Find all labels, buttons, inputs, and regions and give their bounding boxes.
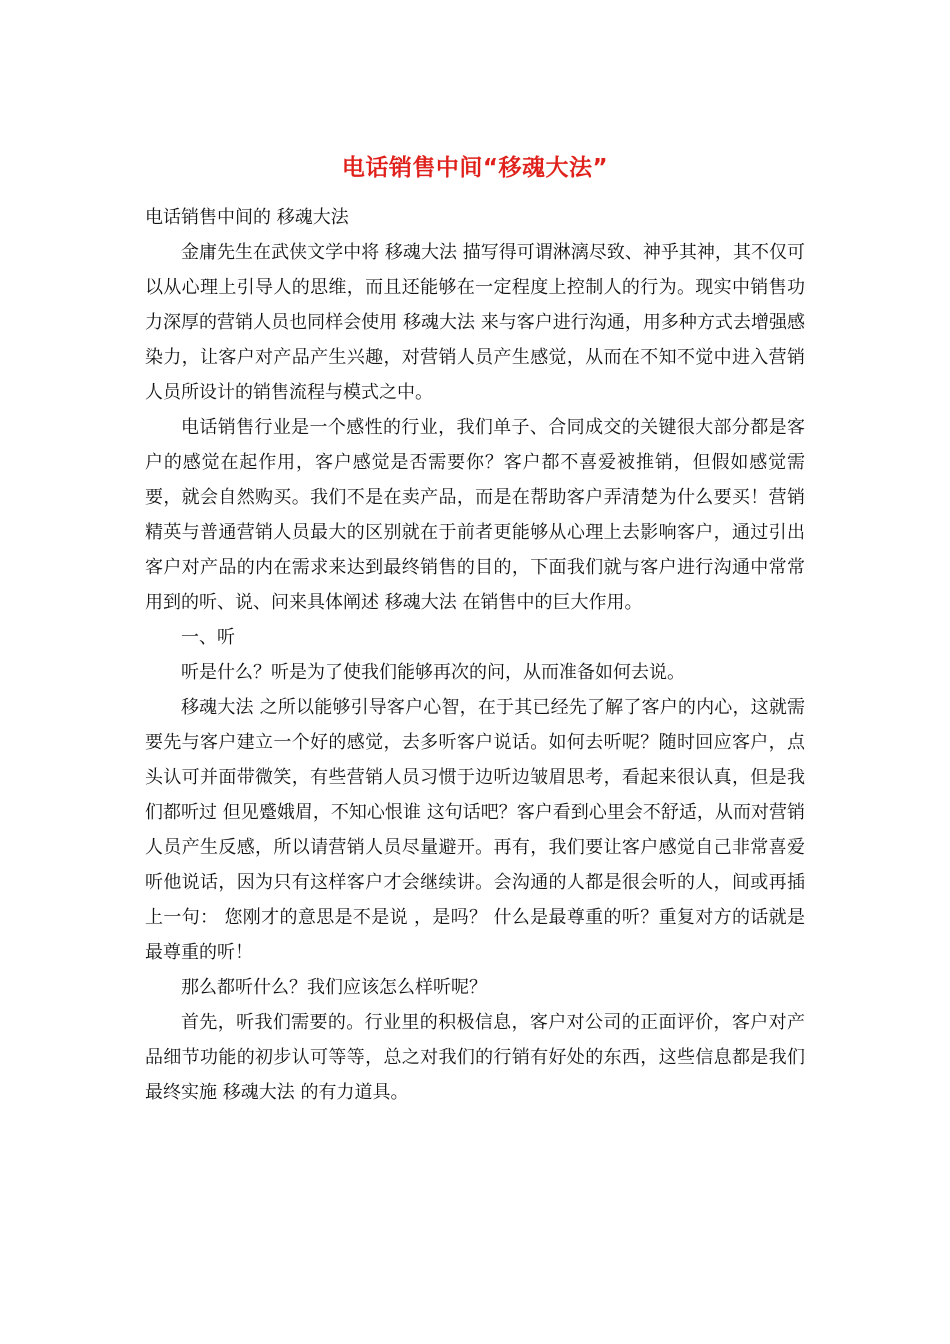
document-title: 电话销售中间“移魂大法”	[341, 155, 609, 181]
document-page	[145, 148, 805, 1110]
document-subtitle: 电话销售中间的 移魂大法	[145, 207, 349, 228]
paragraph-listen-first: 首先，听我们需要的。行业里的积极信息，客户对公司的正面评价，客户对产品细节功能的初步认可等等，总之对我们的行销有好处的东西，这些信息都是我们最终实施 移魂大法 的有力道具。	[145, 1012, 805, 1103]
paragraph-listen-question: 那么都听什么？我们应该怎么样听呢？	[181, 977, 487, 998]
section-heading-listen: 一、听	[181, 627, 235, 648]
paragraph-intro: 金庸先生在武侠文学中将 移魂大法 描写得可谓淋漓尽致、神乎其神，其不仅可以从心理上引导人的思维，而且还能够在一定程度上控制人的行为。现实中销售功力深厚的营销人员也同样会使用 移魂大法 来与客户进行沟通，用多种方式去增强感染力，让客户对产品产生兴趣，对营销人员产生感觉，从而在不知不觉中进入营销人员所设计的销售流程与模式之中。	[145, 242, 805, 403]
paragraph-listen-definition: 听是什么？听是为了使我们能够再次的问，从而准备如何去说。	[181, 662, 685, 683]
paragraph-industry: 电话销售行业是一个感性的行业，我们单子、合同成交的关键很大部分都是客户的感觉在起作用，客户感觉是否需要你？客户都不喜爱被推销，但假如感觉需要，就会自然购买。我们不是在卖产品，而是在帮助客户弄清楚为什么要买！营销精英与普通营销人员最大的区别就在于前者更能够从心理上去影响客户，通过引出客户对产品的内在需求来达到最终销售的目的，下面我们就与客户进行沟通中常常用到的听、说、问来具体阐述 移魂大法 在销售中的巨大作用。	[145, 417, 805, 613]
paragraph-listen-how: 移魂大法 之所以能够引导客户心智，在于其已经先了解了客户的内心，这就需要先与客户建立一个好的感觉，去多听客户说话。如何去听呢？随时回应客户，点头认可并面带微笑，有些营销人员习惯于边听边皱眉思考，看起来很认真，但是我们都听过 但见蹙娥眉，不知心恨谁 这句话吧？客户看到心里会不舒适，从而对营销人员产生反感，所以请营销人员尽量避开。再有，我们要让客户感觉自己非常喜爱听他说话，因为只有这样客户才会继续讲。会沟通的人都是很会听的人，间或再插上一句： 您刚才的意思是不是说 ，是吗？ 什么是最尊重的听？重复对方的话就是最尊重的听！	[145, 697, 805, 963]
